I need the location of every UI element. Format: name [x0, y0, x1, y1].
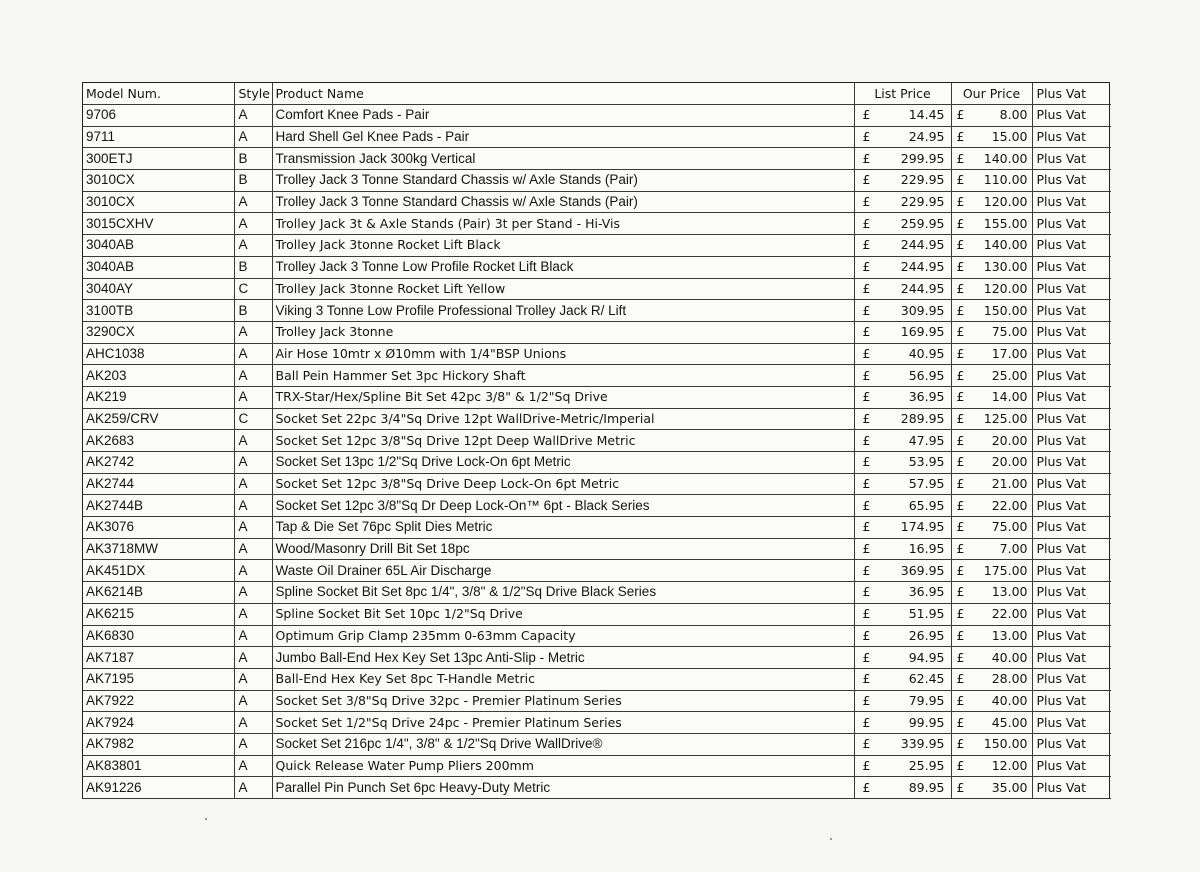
list-price-currency: £ — [854, 733, 879, 755]
table-row — [83, 538, 1111, 560]
model-num-cell: AK91226 — [83, 777, 234, 799]
style-cell: A — [234, 321, 272, 343]
table-row — [83, 386, 1111, 408]
model-num-cell: AK2744B — [83, 495, 234, 517]
product-name-cell: Viking 3 Tonne Low Profile Professional Trolley Jack R/ Lift — [272, 300, 854, 322]
model-num-cell: AK219 — [83, 386, 234, 408]
list-price-value: 309.95 — [879, 300, 951, 322]
list-price-value: 169.95 — [879, 321, 951, 343]
our-price-value: 35.00 — [973, 777, 1032, 799]
table-row — [83, 213, 1111, 235]
list-price-value: 299.95 — [879, 148, 951, 170]
model-num-cell: 3010CX — [83, 191, 234, 213]
list-price-value: 79.95 — [879, 690, 951, 712]
style-cell: A — [234, 712, 272, 734]
list-price-currency: £ — [854, 777, 879, 799]
our-price-value: 175.00 — [973, 560, 1032, 582]
list-price-currency: £ — [854, 343, 879, 365]
plus-vat-cell: Plus Vat — [1032, 452, 1111, 474]
our-price-currency: £ — [951, 430, 973, 452]
style-cell: A — [234, 365, 272, 387]
plus-vat-cell: Plus Vat — [1032, 690, 1111, 712]
our-price-value: 155.00 — [973, 213, 1032, 235]
plus-vat-cell: Plus Vat — [1032, 712, 1111, 734]
list-price-currency: £ — [854, 126, 879, 148]
list-price-value: 36.95 — [879, 582, 951, 604]
table-row — [83, 430, 1111, 452]
our-price-currency: £ — [951, 777, 973, 799]
product-name-cell: Comfort Knee Pads - Pair — [272, 105, 854, 127]
our-price-value: 12.00 — [973, 755, 1032, 777]
product-name-cell: Jumbo Ball-End Hex Key Set 13pc Anti-Slip - Metric — [272, 647, 854, 669]
model-num-cell: AK2683 — [83, 430, 234, 452]
list-price-value: 24.95 — [879, 126, 951, 148]
model-num-cell: AK7982 — [83, 733, 234, 755]
our-price-currency: £ — [951, 582, 973, 604]
style-cell: A — [234, 625, 272, 647]
list-price-currency: £ — [854, 538, 879, 560]
our-price-value: 120.00 — [973, 191, 1032, 213]
table-row — [83, 755, 1111, 777]
list-price-value: 89.95 — [879, 777, 951, 799]
model-num-cell: 3290CX — [83, 321, 234, 343]
our-price-currency: £ — [951, 668, 973, 690]
plus-vat-cell: Plus Vat — [1032, 560, 1111, 582]
product-name-cell: Trolley Jack 3tonne — [272, 321, 854, 343]
our-price-value: 130.00 — [973, 256, 1032, 278]
list-price-currency: £ — [854, 365, 879, 387]
style-cell: C — [234, 408, 272, 430]
product-name-cell: Trolley Jack 3 Tonne Standard Chassis w/ Axle Stands (Pair) — [272, 191, 854, 213]
model-num-cell: 3040AY — [83, 278, 234, 300]
product-name-cell: Trolley Jack 3 Tonne Low Profile Rocket Lift Black — [272, 256, 854, 278]
list-price-currency: £ — [854, 625, 879, 647]
list-price-currency: £ — [854, 105, 879, 127]
list-price-value: 16.95 — [879, 538, 951, 560]
list-price-value: 229.95 — [879, 170, 951, 192]
list-price-currency: £ — [854, 712, 879, 734]
our-price-value: 21.00 — [973, 473, 1032, 495]
product-name-cell: Socket Set 22pc 3/4"Sq Drive 12pt WallDrive-Metric/Imperial — [272, 408, 854, 430]
list-price-currency: £ — [854, 495, 879, 517]
table-row — [83, 321, 1111, 343]
plus-vat-cell: Plus Vat — [1032, 148, 1111, 170]
our-price-value: 8.00 — [973, 105, 1032, 127]
list-price-currency: £ — [854, 191, 879, 213]
product-name-cell: Ball Pein Hammer Set 3pc Hickory Shaft — [272, 365, 854, 387]
our-price-value: 40.00 — [973, 690, 1032, 712]
style-cell: A — [234, 473, 272, 495]
product-name-cell: Socket Set 12pc 3/8"Sq Drive 12pt Deep WallDrive Metric — [272, 430, 854, 452]
style-cell: A — [234, 582, 272, 604]
list-price-currency: £ — [854, 386, 879, 408]
table-row — [83, 191, 1111, 213]
our-price-value: 7.00 — [973, 538, 1032, 560]
header-list-price: List Price — [854, 83, 951, 105]
our-price-value: 75.00 — [973, 517, 1032, 539]
product-name-cell: Hard Shell Gel Knee Pads - Pair — [272, 126, 854, 148]
style-cell: A — [234, 452, 272, 474]
list-price-value: 339.95 — [879, 733, 951, 755]
table-header-row — [83, 83, 1111, 105]
our-price-currency: £ — [951, 517, 973, 539]
list-price-currency: £ — [854, 755, 879, 777]
our-price-currency: £ — [951, 213, 973, 235]
plus-vat-cell: Plus Vat — [1032, 473, 1111, 495]
model-num-cell: 3040AB — [83, 235, 234, 257]
our-price-currency: £ — [951, 538, 973, 560]
style-cell: A — [234, 105, 272, 127]
table-row — [83, 582, 1111, 604]
our-price-value: 22.00 — [973, 603, 1032, 625]
style-cell: A — [234, 560, 272, 582]
table-row — [83, 517, 1111, 539]
product-name-cell: Socket Set 216pc 1/4", 3/8" & 1/2"Sq Drive WallDrive® — [272, 733, 854, 755]
table-row — [83, 452, 1111, 474]
plus-vat-cell: Plus Vat — [1032, 256, 1111, 278]
price-list-table-container — [82, 82, 1110, 799]
plus-vat-cell: Plus Vat — [1032, 625, 1111, 647]
table-row — [83, 105, 1111, 127]
plus-vat-cell: Plus Vat — [1032, 408, 1111, 430]
product-name-cell: Spline Socket Bit Set 10pc 1/2"Sq Drive — [272, 603, 854, 625]
model-num-cell: 300ETJ — [83, 148, 234, 170]
product-name-cell: Socket Set 12pc 3/8"Sq Drive Deep Lock-On 6pt Metric — [272, 473, 854, 495]
model-num-cell: AK6214B — [83, 582, 234, 604]
plus-vat-cell: Plus Vat — [1032, 755, 1111, 777]
list-price-currency: £ — [854, 473, 879, 495]
style-cell: B — [234, 148, 272, 170]
header-product-name: Product Name — [272, 83, 854, 105]
style-cell: B — [234, 300, 272, 322]
plus-vat-cell: Plus Vat — [1032, 517, 1111, 539]
our-price-value: 150.00 — [973, 300, 1032, 322]
our-price-currency: £ — [951, 473, 973, 495]
our-price-value: 17.00 — [973, 343, 1032, 365]
table-row — [83, 690, 1111, 712]
table-row — [83, 278, 1111, 300]
plus-vat-cell: Plus Vat — [1032, 386, 1111, 408]
list-price-currency: £ — [854, 213, 879, 235]
model-num-cell: 9711 — [83, 126, 234, 148]
list-price-value: 99.95 — [879, 712, 951, 734]
product-name-cell: TRX-Star/Hex/Spline Bit Set 42pc 3/8" & 1/2"Sq Drive — [272, 386, 854, 408]
price-list-table — [83, 83, 1111, 799]
table-row — [83, 235, 1111, 257]
list-price-value: 26.95 — [879, 625, 951, 647]
model-num-cell: 3040AB — [83, 256, 234, 278]
our-price-currency: £ — [951, 278, 973, 300]
list-price-value: 57.95 — [879, 473, 951, 495]
table-row — [83, 625, 1111, 647]
model-num-cell: AK259/CRV — [83, 408, 234, 430]
style-cell: A — [234, 517, 272, 539]
list-price-value: 56.95 — [879, 365, 951, 387]
scan-speck — [205, 818, 207, 820]
model-num-cell: AK7924 — [83, 712, 234, 734]
model-num-cell: AK6830 — [83, 625, 234, 647]
style-cell: B — [234, 256, 272, 278]
our-price-currency: £ — [951, 712, 973, 734]
our-price-currency: £ — [951, 755, 973, 777]
table-row — [83, 473, 1111, 495]
style-cell: A — [234, 777, 272, 799]
table-row — [83, 365, 1111, 387]
our-price-value: 22.00 — [973, 495, 1032, 517]
product-name-cell: Socket Set 13pc 1/2"Sq Drive Lock-On 6pt Metric — [272, 452, 854, 474]
plus-vat-cell: Plus Vat — [1032, 647, 1111, 669]
list-price-currency: £ — [854, 321, 879, 343]
product-name-cell: Wood/Masonry Drill Bit Set 18pc — [272, 538, 854, 560]
model-num-cell: AK7187 — [83, 647, 234, 669]
model-num-cell: AK83801 — [83, 755, 234, 777]
product-name-cell: Spline Socket Bit Set 8pc 1/4", 3/8" & 1/2"Sq Drive Black Series — [272, 582, 854, 604]
model-num-cell: AK203 — [83, 365, 234, 387]
product-name-cell: Socket Set 3/8"Sq Drive 32pc - Premier Platinum Series — [272, 690, 854, 712]
scan-speck — [830, 838, 832, 840]
style-cell: A — [234, 191, 272, 213]
list-price-value: 244.95 — [879, 278, 951, 300]
plus-vat-cell: Plus Vat — [1032, 105, 1111, 127]
our-price-value: 45.00 — [973, 712, 1032, 734]
list-price-currency: £ — [854, 300, 879, 322]
our-price-value: 15.00 — [973, 126, 1032, 148]
style-cell: C — [234, 278, 272, 300]
table-row — [83, 148, 1111, 170]
table-row — [83, 777, 1111, 799]
our-price-currency: £ — [951, 105, 973, 127]
list-price-value: 62.45 — [879, 668, 951, 690]
our-price-currency: £ — [951, 690, 973, 712]
list-price-currency: £ — [854, 517, 879, 539]
product-name-cell: Optimum Grip Clamp 235mm 0-63mm Capacity — [272, 625, 854, 647]
our-price-currency: £ — [951, 256, 973, 278]
list-price-value: 25.95 — [879, 755, 951, 777]
list-price-currency: £ — [854, 690, 879, 712]
table-row — [83, 603, 1111, 625]
our-price-currency: £ — [951, 321, 973, 343]
model-num-cell: AK2744 — [83, 473, 234, 495]
model-num-cell: 9706 — [83, 105, 234, 127]
list-price-currency: £ — [854, 278, 879, 300]
table-row — [83, 733, 1111, 755]
product-name-cell: Ball-End Hex Key Set 8pc T-Handle Metric — [272, 668, 854, 690]
list-price-value: 65.95 — [879, 495, 951, 517]
list-price-value: 14.45 — [879, 105, 951, 127]
header-our-price: Our Price — [951, 83, 1032, 105]
list-price-currency: £ — [854, 430, 879, 452]
plus-vat-cell: Plus Vat — [1032, 495, 1111, 517]
our-price-value: 150.00 — [973, 733, 1032, 755]
our-price-value: 140.00 — [973, 148, 1032, 170]
plus-vat-cell: Plus Vat — [1032, 538, 1111, 560]
our-price-value: 13.00 — [973, 625, 1032, 647]
table-row — [83, 300, 1111, 322]
list-price-currency: £ — [854, 148, 879, 170]
table-row — [83, 647, 1111, 669]
our-price-currency: £ — [951, 603, 973, 625]
header-style: Style — [234, 83, 272, 105]
plus-vat-cell: Plus Vat — [1032, 191, 1111, 213]
list-price-currency: £ — [854, 235, 879, 257]
our-price-currency: £ — [951, 733, 973, 755]
our-price-value: 120.00 — [973, 278, 1032, 300]
table-row — [83, 560, 1111, 582]
table-row — [83, 343, 1111, 365]
product-name-cell: Socket Set 12pc 3/8"Sq Dr Deep Lock-On™ 6pt - Black Series — [272, 495, 854, 517]
model-num-cell: AK7195 — [83, 668, 234, 690]
product-name-cell: Quick Release Water Pump Pliers 200mm — [272, 755, 854, 777]
product-name-cell: Tap & Die Set 76pc Split Dies Metric — [272, 517, 854, 539]
table-row — [83, 712, 1111, 734]
style-cell: A — [234, 343, 272, 365]
plus-vat-cell: Plus Vat — [1032, 300, 1111, 322]
list-price-value: 289.95 — [879, 408, 951, 430]
our-price-currency: £ — [951, 625, 973, 647]
style-cell: A — [234, 126, 272, 148]
style-cell: A — [234, 733, 272, 755]
model-num-cell: AHC1038 — [83, 343, 234, 365]
model-num-cell: AK2742 — [83, 452, 234, 474]
our-price-currency: £ — [951, 495, 973, 517]
our-price-currency: £ — [951, 647, 973, 669]
list-price-value: 174.95 — [879, 517, 951, 539]
plus-vat-cell: Plus Vat — [1032, 603, 1111, 625]
list-price-currency: £ — [854, 408, 879, 430]
plus-vat-cell: Plus Vat — [1032, 213, 1111, 235]
list-price-currency: £ — [854, 582, 879, 604]
table-row — [83, 170, 1111, 192]
style-cell: A — [234, 538, 272, 560]
product-name-cell: Trolley Jack 3 Tonne Standard Chassis w/ Axle Stands (Pair) — [272, 170, 854, 192]
list-price-currency: £ — [854, 647, 879, 669]
model-num-cell: AK451DX — [83, 560, 234, 582]
table-row — [83, 495, 1111, 517]
list-price-currency: £ — [854, 452, 879, 474]
plus-vat-cell: Plus Vat — [1032, 321, 1111, 343]
plus-vat-cell: Plus Vat — [1032, 126, 1111, 148]
style-cell: A — [234, 647, 272, 669]
our-price-value: 20.00 — [973, 452, 1032, 474]
model-num-cell: AK3076 — [83, 517, 234, 539]
our-price-currency: £ — [951, 386, 973, 408]
our-price-value: 13.00 — [973, 582, 1032, 604]
our-price-currency: £ — [951, 365, 973, 387]
table-row — [83, 256, 1111, 278]
model-num-cell: 3010CX — [83, 170, 234, 192]
product-name-cell: Trolley Jack 3t & Axle Stands (Pair) 3t per Stand - Hi-Vis — [272, 213, 854, 235]
model-num-cell: AK6215 — [83, 603, 234, 625]
plus-vat-cell: Plus Vat — [1032, 365, 1111, 387]
our-price-currency: £ — [951, 452, 973, 474]
our-price-currency: £ — [951, 126, 973, 148]
table-row — [83, 668, 1111, 690]
plus-vat-cell: Plus Vat — [1032, 733, 1111, 755]
plus-vat-cell: Plus Vat — [1032, 343, 1111, 365]
our-price-currency: £ — [951, 343, 973, 365]
product-name-cell: Waste Oil Drainer 65L Air Discharge — [272, 560, 854, 582]
table-row — [83, 126, 1111, 148]
product-name-cell: Trolley Jack 3tonne Rocket Lift Yellow — [272, 278, 854, 300]
list-price-value: 244.95 — [879, 256, 951, 278]
list-price-value: 51.95 — [879, 603, 951, 625]
model-num-cell: AK3718MW — [83, 538, 234, 560]
our-price-value: 75.00 — [973, 321, 1032, 343]
table-row — [83, 408, 1111, 430]
our-price-currency: £ — [951, 235, 973, 257]
product-name-cell: Parallel Pin Punch Set 6pc Heavy-Duty Metric — [272, 777, 854, 799]
plus-vat-cell: Plus Vat — [1032, 582, 1111, 604]
list-price-currency: £ — [854, 668, 879, 690]
style-cell: A — [234, 668, 272, 690]
list-price-value: 53.95 — [879, 452, 951, 474]
list-price-value: 369.95 — [879, 560, 951, 582]
style-cell: A — [234, 386, 272, 408]
model-num-cell: 3015CXHV — [83, 213, 234, 235]
plus-vat-cell: Plus Vat — [1032, 235, 1111, 257]
plus-vat-cell: Plus Vat — [1032, 430, 1111, 452]
our-price-currency: £ — [951, 560, 973, 582]
product-name-cell: Socket Set 1/2"Sq Drive 24pc - Premier Platinum Series — [272, 712, 854, 734]
header-model-num: Model Num. — [83, 83, 234, 105]
our-price-currency: £ — [951, 170, 973, 192]
style-cell: A — [234, 430, 272, 452]
list-price-currency: £ — [854, 603, 879, 625]
style-cell: A — [234, 213, 272, 235]
list-price-value: 229.95 — [879, 191, 951, 213]
product-name-cell: Air Hose 10mtr x Ø10mm with 1/4"BSP Unions — [272, 343, 854, 365]
style-cell: A — [234, 495, 272, 517]
our-price-value: 20.00 — [973, 430, 1032, 452]
our-price-value: 140.00 — [973, 235, 1032, 257]
header-plus-vat: Plus Vat — [1032, 83, 1111, 105]
list-price-value: 47.95 — [879, 430, 951, 452]
list-price-currency: £ — [854, 170, 879, 192]
model-num-cell: AK7922 — [83, 690, 234, 712]
our-price-value: 25.00 — [973, 365, 1032, 387]
list-price-value: 94.95 — [879, 647, 951, 669]
list-price-value: 259.95 — [879, 213, 951, 235]
product-name-cell: Trolley Jack 3tonne Rocket Lift Black — [272, 235, 854, 257]
style-cell: B — [234, 170, 272, 192]
product-name-cell: Transmission Jack 300kg Vertical — [272, 148, 854, 170]
our-price-currency: £ — [951, 300, 973, 322]
our-price-value: 125.00 — [973, 408, 1032, 430]
list-price-value: 40.95 — [879, 343, 951, 365]
our-price-value: 110.00 — [973, 170, 1032, 192]
our-price-currency: £ — [951, 408, 973, 430]
style-cell: A — [234, 235, 272, 257]
our-price-currency: £ — [951, 148, 973, 170]
our-price-value: 28.00 — [973, 668, 1032, 690]
list-price-currency: £ — [854, 256, 879, 278]
plus-vat-cell: Plus Vat — [1032, 170, 1111, 192]
plus-vat-cell: Plus Vat — [1032, 777, 1111, 799]
style-cell: A — [234, 603, 272, 625]
model-num-cell: 3100TB — [83, 300, 234, 322]
plus-vat-cell: Plus Vat — [1032, 668, 1111, 690]
our-price-currency: £ — [951, 191, 973, 213]
list-price-value: 244.95 — [879, 235, 951, 257]
style-cell: A — [234, 690, 272, 712]
our-price-value: 14.00 — [973, 386, 1032, 408]
style-cell: A — [234, 755, 272, 777]
list-price-currency: £ — [854, 560, 879, 582]
our-price-value: 40.00 — [973, 647, 1032, 669]
list-price-value: 36.95 — [879, 386, 951, 408]
plus-vat-cell: Plus Vat — [1032, 278, 1111, 300]
